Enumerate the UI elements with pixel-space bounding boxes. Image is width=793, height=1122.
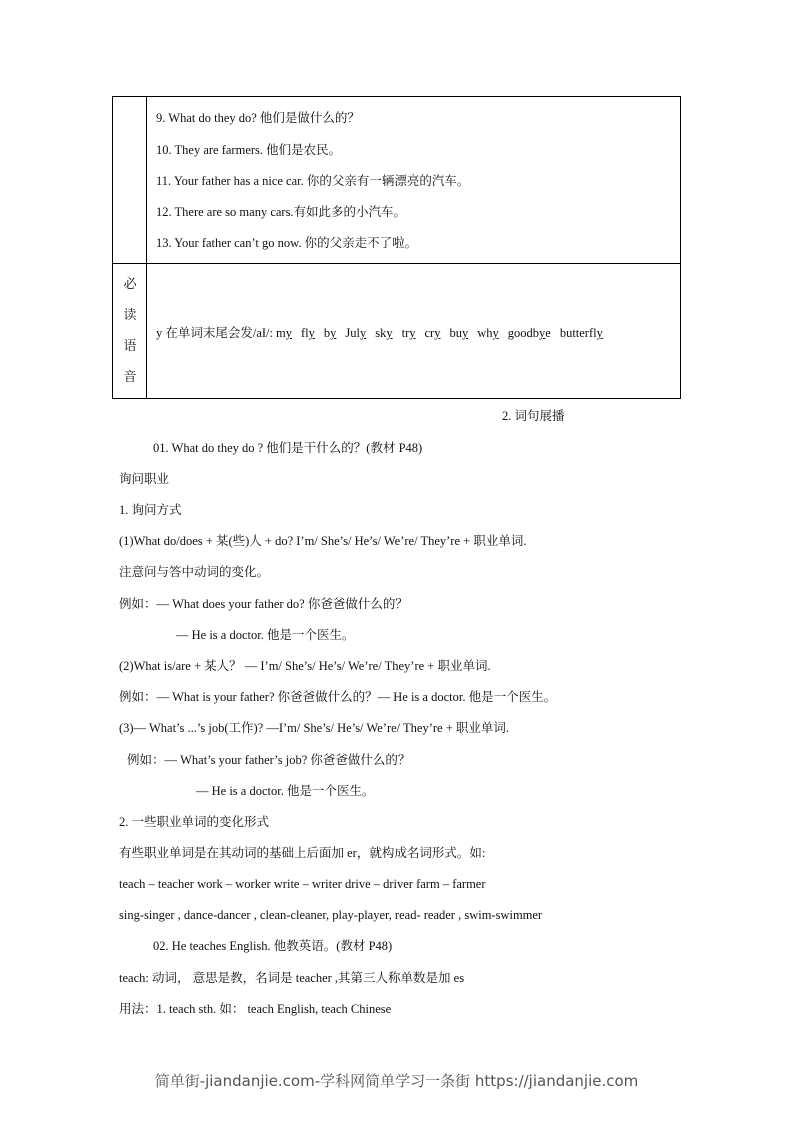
phonics-word: by	[323, 326, 337, 340]
subheading-ask-methods: 1. 询问方式	[119, 503, 182, 517]
phonics-underlined-letter: y	[330, 326, 337, 340]
vocabulary-table	[112, 96, 681, 399]
phonics-word: goodbye	[507, 326, 551, 340]
phonics-word: sky	[375, 326, 393, 340]
note-verb-change: 注意问与答中动词的变化。	[119, 565, 270, 579]
phonics-rule	[156, 325, 603, 341]
subheading-word-forms: 2. 一些职业单词的变化形式	[119, 815, 270, 829]
phonics-word: buy	[449, 326, 469, 340]
teach-usage: 用法：1. teach sth. 如： teach English, teach Chinese	[119, 1002, 392, 1016]
item-01-heading: 01. What do they do ? 他们是干什么的？(教材 P48)	[153, 441, 423, 455]
section-heading: 2. 词句展播	[502, 409, 565, 423]
phonics-underlined-letter: y	[596, 326, 603, 340]
phonics-label-cell	[113, 264, 147, 399]
sentence-12: 12. There are so many cars.有如此多的小汽车。	[156, 205, 407, 219]
phonics-word: fly	[301, 326, 315, 340]
pattern-2: (2)What is/are + 某人？ — I’m/ She’s/ He’s/ We’re/ They’re + 职业单词.	[119, 659, 491, 673]
phonics-label-char: 语	[123, 338, 137, 353]
watermark-footer: 简单街-jiandanjie.com-学科网简单学习一条街 https://jiandanjie.com	[154, 1072, 639, 1090]
phonics-label-char: 必	[123, 276, 137, 291]
phonics-word: cry	[424, 326, 441, 340]
sentence-9: 9. What do they do? 他们是做什么的？	[156, 111, 360, 125]
phonics-underlined-letter: y	[409, 326, 416, 340]
example-2: 例如：— What is your father? 你爸爸做什么的？— He is a doctor. 他是一个医生。	[119, 690, 557, 704]
example-3-answer: — He is a doctor. 他是一个医生。	[196, 784, 375, 798]
phonics-word: why	[477, 326, 499, 340]
example-1-answer: — He is a doctor. 他是一个医生。	[176, 628, 355, 642]
phonics-word: July	[345, 326, 367, 340]
example-1-question: 例如：— What does your father do? 你爸爸做什么的？	[119, 597, 408, 611]
sentence-10: 10. They are farmers. 他们是农民。	[156, 143, 342, 157]
word-forms-explanation: 有些职业单词是在其动词的基础上后面加 er，就构成名词形式。如:	[119, 846, 486, 860]
phonics-underlined-letter: y	[285, 326, 292, 340]
teach-definition: teach: 动词， 意思是教，名词是 teacher ,其第三人称单数是加 es	[119, 971, 465, 985]
phonics-underlined-letter: y	[308, 326, 315, 340]
word-forms-list-2: sing-singer , dance-dancer , clean-cleaner, play-player, read- reader , swim-swimmer	[119, 908, 543, 922]
phonics-word: try	[401, 326, 416, 340]
phonics-row	[113, 264, 680, 399]
phonics-label-char: 音	[123, 369, 137, 384]
phonics-prefix: y 在单词末尾会发/aI/:	[156, 326, 274, 340]
pattern-3: (3)— What’s ...’s job(工作)? —I’m/ She’s/ He’s/ We’re/ They’re + 职业单词.	[119, 721, 510, 735]
phonics-underlined-letter: y	[492, 326, 499, 340]
phonics-word: butterfly	[559, 326, 603, 340]
example-3-question: 例如：— What’s your father’s job? 你爸爸做什么的？	[127, 753, 411, 767]
sentences-row	[113, 97, 680, 264]
sentence-11: 11. Your father has a nice car. 你的父亲有一辆漂亮的汽车。	[156, 174, 470, 188]
word-forms-list-1: teach – teacher work – worker write – writer drive – driver farm – farmer	[119, 877, 486, 891]
item-02-heading: 02. He teaches English. 他教英语。(教材 P48)	[153, 939, 393, 953]
topic-ask-occupation: 询问职业	[119, 472, 170, 486]
phonics-underlined-letter: y	[359, 326, 367, 340]
phonics-underlined-letter: y	[461, 326, 469, 340]
phonics-underlined-letter: y	[434, 326, 441, 340]
sentence-13: 13. Your father can’t go now. 你的父亲走不了啦。	[156, 236, 418, 250]
phonics-word: my	[276, 326, 292, 340]
pattern-1: (1)What do/does + 某(些)人 + do? I’m/ She’s/ He’s/ We’re/ They’re + 职业单词.	[119, 534, 527, 548]
phonics-underlined-letter: y	[539, 326, 546, 340]
phonics-underlined-letter: y	[386, 326, 393, 340]
phonics-word-list	[273, 326, 603, 340]
phonics-label-char: 读	[123, 307, 137, 322]
sentences-row-label-cell	[113, 97, 147, 263]
